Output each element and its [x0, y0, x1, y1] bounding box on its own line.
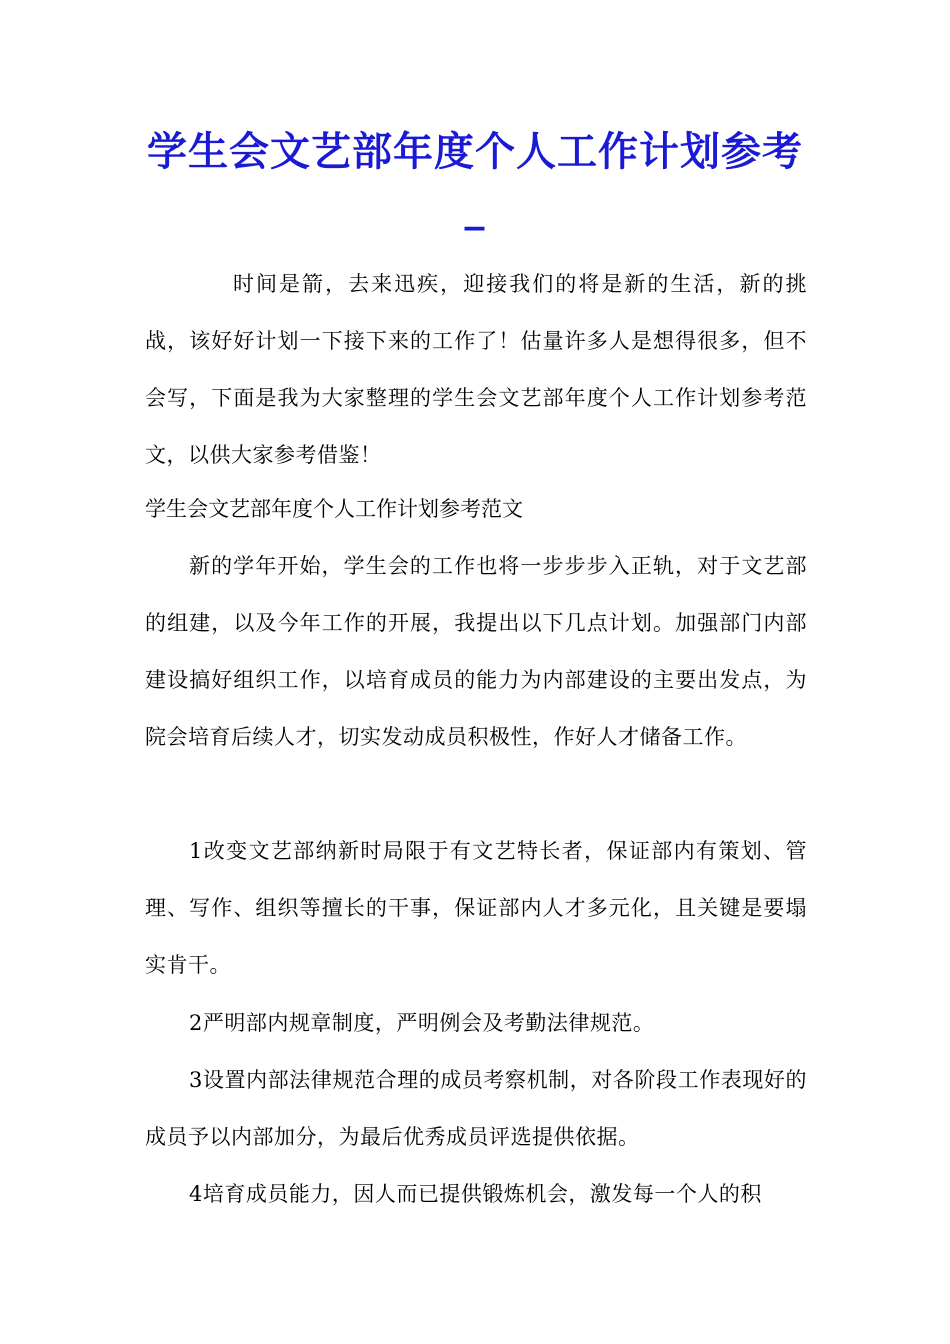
document-title: 学生会文艺部年度个人工作计划参考_ — [147, 129, 803, 231]
plan-item-2: 2严明部内规章制度，严明例会及考勤法律规范。 — [189, 1011, 655, 1035]
intro-paragraph: 时间是箭，去来迅疾，迎接我们的将是新的生活，新的挑战，该好好计划一下接下来的工作了！估量许多人是想得很多，但不会写，下面是我为大家整理的学生会文艺部年度个人工作计划参考范文，以供大家参考借鉴！ — [145, 272, 807, 467]
plan-item-1: 1改变文艺部纳新时局限于有文艺特长者，保证部内有策划、管理、写作、组织等擅长的干事，保证部内人才多元化，且关键是要塌实肯干。 — [145, 839, 807, 977]
section-heading: 学生会文艺部年度个人工作计划参考范文 — [145, 497, 523, 521]
plan-item-3: 3设置内部法律规范合理的成员考察机制，对各阶段工作表现好的成员予以内部加分，为最后优秀成员评选提供依据。 — [145, 1068, 807, 1149]
plan-item-4: 4培育成员能力，因人而已提供锻炼机会，激发每一个人的积 — [189, 1182, 762, 1206]
main-paragraph: 新的学年开始，学生会的工作也将一步步步入正轨，对于文艺部的组建，以及今年工作的开展，我提出以下几点计划。加强部门内部建设搞好组织工作，以培育成员的能力为内部建设的主要出发点，为院会培育后续人才，切实发动成员积极性，作好人才储备工作。 — [145, 554, 807, 749]
